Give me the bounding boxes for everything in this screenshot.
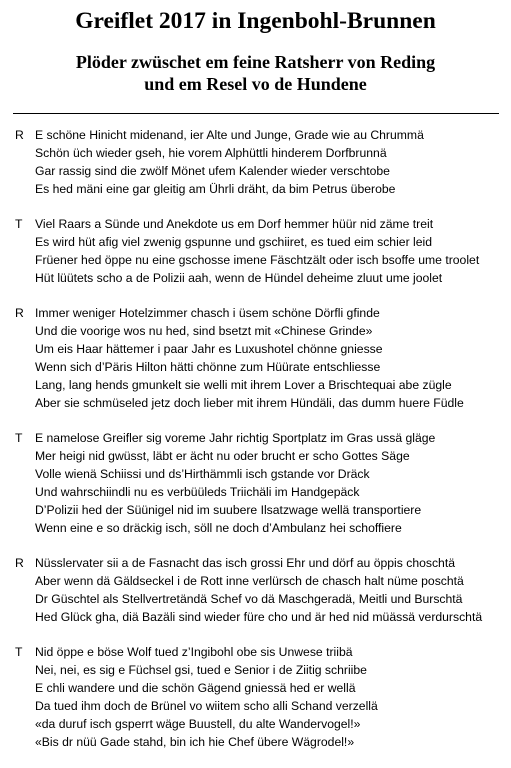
speaker-label: T (15, 217, 23, 231)
verse-body (0, 126, 511, 768)
verse-line: Es hed mäni eine gar gleitig am Ührli dräht, da bim Petrus überobe (35, 182, 396, 196)
verse-line: Aber wenn dä Gäldseckel i de Rott inne verlürsch de chasch halt nüme poschtä (35, 574, 464, 588)
stanza-lines (35, 554, 507, 626)
verse-line: E chli wandere und die schön Gägend gniessä hed er wellä (35, 681, 356, 695)
verse-line: Wenn eine e so dräckig isch, söll ne doch d’Ambulanz hei schoffiere (35, 521, 402, 535)
verse-line: Es wird hüt afig viel zwenig gspunne und gschiiret, es tued eim schier leid (35, 235, 432, 249)
verse-line: Nei, nei, es sig e Füchsel gsi, tued e Senior i de Ziitig schriibe (35, 663, 367, 677)
verse-line: Mer heigi nid gwüsst, läbt er ächt nu oder brucht er scho Gottes Säge (35, 449, 410, 463)
subtitle-line: Plöder zwüschet em feine Ratsherr von Reding (75, 52, 436, 72)
stanza-lines (35, 215, 507, 287)
verse-stanza (0, 643, 511, 751)
verse-line: Dr Güschtel als Stellvertretändä Schef vo dä Maschgeradä, Meitli und Burschtä (35, 592, 463, 606)
speaker-label: R (15, 306, 24, 320)
stanza-lines (35, 304, 507, 412)
subtitle-line: und em Resel vo de Hundene (144, 74, 367, 94)
verse-line: Volle wienä Schiissi und ds’Hirthämmli isch gstande vor Dräck (35, 467, 370, 481)
document-subtitle (0, 51, 511, 95)
stanza-lines (35, 126, 507, 198)
verse-line: Schön üch wieder gseh, hie vorem Alphüttli hinderem Dorfbrunnä (35, 146, 387, 160)
verse-line: Viel Raars a Sünde und Anekdote us em Dorf hemmer hüür nid zäme treit (35, 217, 434, 231)
verse-line: Um eis Haar hättemer i paar Jahr es Luxushotel chönne gniesse (35, 342, 383, 356)
verse-stanza (0, 429, 511, 537)
verse-stanza (0, 215, 511, 287)
speaker-label: T (15, 431, 23, 445)
verse-stanza (0, 304, 511, 412)
verse-line: Immer weniger Hotelzimmer chasch i üsem schöne Dörfli gfinde (35, 306, 380, 320)
speaker-label: R (15, 128, 24, 142)
verse-line: «da duruf isch gsperrt wäge Buustell, du alte Wandervogel!» (35, 717, 361, 731)
verse-line: Aber sie schmüseled jetz doch lieber mit ihrem Hündäli, das dumm huere Füdle (35, 396, 464, 410)
verse-stanza (0, 126, 511, 198)
verse-line: Und die voorige wos nu hed, sind bsetzt mit «Chinese Grinde» (35, 324, 373, 338)
speaker-label: T (15, 645, 23, 659)
verse-line: Hüt lüütets scho a de Polizii aah, wenn de Hündel deheime zluut ume joolet (35, 271, 443, 285)
document-title: Greiflet 2017 in Ingenbohl-Brunnen (75, 8, 436, 34)
verse-line: «Bis dr nüü Gade stahd, bin ich hie Chef übere Wägrodel!» (35, 735, 355, 749)
stanza-lines (35, 643, 507, 751)
verse-stanza (0, 554, 511, 626)
speaker-label: R (15, 556, 24, 570)
verse-line: D’Polizii hed der Süünigel nid im suubere Ilsatzwage wellä transportiere (35, 503, 422, 517)
verse-line: Lang, lang hends gmunkelt sie welli mit ihrem Lover a Brischtequai abe zügle (35, 378, 452, 392)
verse-line: E namelose Greifler sig voreme Jahr richtig Sportplatz im Gras ussä gläge (35, 431, 436, 445)
verse-line: Und wahrschiindli nu es verbüüleds Triichäli im Handgepäck (35, 485, 360, 499)
verse-line: E schöne Hinicht midenand, ier Alte und Junge, Grade wie au Chrummä (35, 128, 424, 142)
verse-line: Wenn sich d’Päris Hilton hätti chönne zum Hüürate entschliesse (35, 360, 381, 374)
verse-line: Nid öppe e böse Wolf tued z’Ingibohl obe sis Unwese triibä (35, 645, 353, 659)
verse-line: Nüsslervater sii a de Fasnacht das isch grossi Ehr und dörf au öppis choschtä (35, 556, 456, 570)
verse-line: Da tued ihm doch de Brünel vo wiitem scho alli Schand verzellä (35, 699, 378, 713)
verse-line: Früener hed öppe nu eine gschosse imene Fäschtzält oder isch bsoffe ume troolet (35, 253, 480, 267)
verse-line: Hed Glück gha, diä Bazäli sind wieder füre cho und är hed nid müässä verdurschtä (35, 610, 483, 624)
horizontal-rule (13, 113, 499, 114)
verse-line: Gar rassig sind die zwölf Mönet ufem Kalender wieder verschtobe (35, 164, 390, 178)
stanza-lines (35, 429, 507, 537)
